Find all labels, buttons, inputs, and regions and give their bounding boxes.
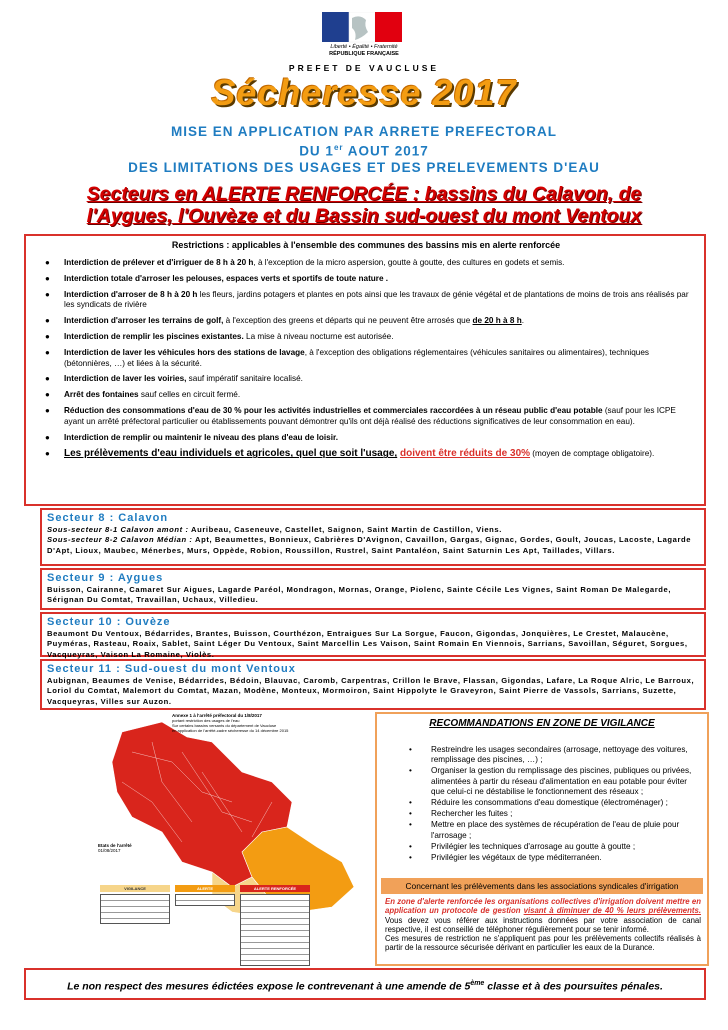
sector-9-box (40, 568, 706, 610)
legend-table-alerte-renforcee (240, 894, 310, 966)
bullet-icon: ● (45, 374, 50, 384)
sector-11-box (40, 659, 706, 710)
sector-9-text: Buisson, Cairanne, Camaret Sur Aigues, Lagarde Paréol, Mondragon, Mornas, Orange, Piolenc, Sainte Cécile Les Vignes, Saint Roman De Malegarde, Sérignan Du Comtat, Travaillan, Uchaux, Villedieu. (47, 585, 672, 605)
bullet-icon: ● (45, 449, 50, 459)
bullet-icon: ● (45, 390, 50, 400)
restriction-item: ● Interdiction de remplir les piscines existantes. La mise à niveau nocturne est autorisée. (45, 331, 394, 341)
restriction-item: ● Interdiction de remplir ou maintenir le niveau des plans d'eau de loisir. (45, 432, 339, 442)
restriction-item: ● Interdiction d'arroser les terrains de golf, à l'exception des greens et départs qui ne peuvent être arrosés que de 20 h à 8 h. (45, 316, 524, 326)
subtitle-line-3: DES LIMITATIONS DES USAGES ET DES PRELEVEMENTS D'EAU (128, 159, 600, 175)
subtitle-line-2: DU 1er AOUT 2017 (299, 143, 429, 159)
motto: Liberté • Égalité • Fraternité (330, 44, 398, 50)
restrictions-heading: Restrictions : applicables à l'ensemble des communes des bassins mis en alerte renforcée (171, 240, 561, 250)
bullet-icon: ● (45, 316, 50, 326)
recommendation-item: • Restreindre les usages secondaires (arrosage, nettoyage des voitures, remplissage des piscines, …) ; (409, 745, 688, 765)
bullet-icon: • (409, 798, 412, 808)
bullet-icon: • (409, 820, 412, 830)
irrigation-bar: Concernant les prélèvements dans les associations syndicales d'irrigation (381, 878, 703, 894)
restriction-item-withdrawals: ● Les prélèvements d'eau individuels et agricoles, quel que soit l'usage, doivent être réduits de 30% (moyen de comptage obligatoire). (45, 448, 655, 460)
restrictions-list (40, 258, 692, 459)
restriction-item: ● Interdiction de laver les véhicules hors des stations de lavage, à l'exception des obligations réglementaires (véhicules sanitaires ou alimentaires), techniques (bétonnières, …) et liées à la sécurité. (45, 347, 649, 368)
subtitle-line-1: MISE EN APPLICATION PAR ARRETE PREFECTORAL (170, 124, 558, 139)
restriction-item: ● Interdiction totale d'arroser les pelouses, espaces verts et sportifs de toute nature . (45, 273, 389, 283)
sector-8-box (40, 508, 706, 566)
recommendations-title: RECOMMANDATIONS EN ZONE DE VIGILANCE (429, 718, 655, 729)
bullet-icon: • (409, 766, 412, 776)
bullet-icon: ● (45, 289, 50, 299)
restriction-item: ● Réduction des consommations d'eau de 30 % pour les activités industrielles et commerciales raccordées à un réseau public d'eau potable (sauf pour les ICPE ayant un arrêté préfectoral particulier ou établissements pouvant démontrer qu'ils ont déjà réalisé des réductions significatives de leur consommation en eau). (45, 405, 676, 426)
bullet-icon: ● (45, 331, 50, 341)
sector-8-text: Sous-secteur 8-1 Calavon amont : Auribeau, Caseneuve, Castellet, Saignon, Saint Martin de Castillon, Viens. Sous-secteur 8-2 Calavon Médian : Apt, Beaumettes, Bonnieux, Cabrières D'Avignon, Cavaillon, Gargas, Gignac, Gordes, Goult, Joucas, Lacoste, Lagarde D'Apt, Lioux, Maubec, Ménerbes, Murs, Oppède, Robion, Roussillon, Rustrel, Saint Pantaléon, Saint Saturnin Les Apt, Taillades, Villars. (47, 525, 692, 555)
page-title: Sécheresse 2017 (211, 72, 517, 113)
legend-table-vigilance (100, 894, 170, 924)
legend-alerte-renforcee: ALERTE RENFORCÉE (240, 885, 310, 892)
sector-8-title: Secteur 8 : Calavon (47, 512, 169, 524)
alert-sectors-title: Secteurs en ALERTE RENFORCÉE : bassins du Calavon, de l'Aygues, l'Ouvèze et du Bassin sud-ouest du mont Ventoux (86, 183, 642, 227)
map-annex-note: Annexe 1 à l'arrêté préfectoral du 1/8/2017 portant restriction des usages de l'eau Sur certains bassins versants du département de Vaucluse en application de l'arrêté-cadre sécheresse du 14 décembre 2015 (172, 713, 289, 733)
bullet-icon: ● (45, 258, 50, 267)
legend-table-alerte (175, 894, 235, 906)
prefet-label: PREFET DE VAUCLUSE (288, 63, 440, 73)
subtitle-block (0, 124, 728, 176)
bullet-icon: • (409, 841, 412, 851)
logo-caption (300, 44, 428, 58)
bullet-icon: • (409, 809, 412, 819)
irrigation-text: En zone d'alerte renforcée les organisations collectives d'irrigation doivent mettre en application un protocole de gestion visant à diminuer de 40 % leurs prélèvements. Vous devez vous référer aux instructions données par votre association de canal respective, il est conseillé de téléphoner régulièrement pour se tenir informé. Ces mesures de restriction ne s'appliquent pas pour les prélèvements collectifs réalisés à partir de la ressource sécurisée dérivant en particulier les eaux de la Durance. (385, 897, 701, 953)
restriction-item: ● Interdiction d'arroser de 8 h à 20 h les fleurs, jardins potagers et plantes en pots ainsi que les travaux de génie végétal et de plantations de moins de trois ans réalisés par les syndicats de rivière (45, 289, 689, 310)
map-legend-label: Etats de l'arrêté 01/08/2017 (98, 843, 132, 853)
recommendation-item: • Privilégier les techniques d'arrosage au goutte à goutte ; (409, 841, 636, 851)
recommendation-item: • Rechercher les fuites ; (409, 809, 513, 819)
restriction-item: ● Interdiction de laver les voiries, sauf impératif sanitaire localisé. (45, 374, 303, 384)
legend-alerte: ALERTE (175, 885, 235, 892)
sector-9-title: Secteur 9 : Aygues (47, 572, 164, 584)
bullet-icon: ● (45, 273, 50, 283)
recommendation-item: • Réduire les consommations d'eau domestique (électroménager) ; (409, 798, 668, 808)
bullet-icon: ● (45, 432, 50, 442)
bullet-icon: • (409, 853, 412, 863)
restrictions-box (24, 234, 706, 506)
penalty-footer: Le non respect des mesures édictées expose le contrevenant à une amende de 5ème classe et à des poursuites pénales. (24, 968, 706, 1000)
sector-10-text: Beaumont Du Ventoux, Bédarrides, Brantes, Buisson, Courthézon, Entraigues Sur La Sorgue, Faucon, Gigondas, Jonquières, Le Crestet, Malaucène, Puyméras, Rasteau, Roaix, Sablet, Saint Léger Du Ventoux, Saint Marcellin Les Vaison, Saint Romain En Viennois, Sarrians, Savoillan, Séguret, Sorgues, Vacqueyras, Vaison La Romaine, Violès. (47, 629, 688, 659)
sector-11-title: Secteur 11 : Sud-ouest du mont Ventoux (47, 663, 296, 675)
sector-10-title: Secteur 10 : Ouvèze (47, 616, 171, 628)
recommendations-box (375, 712, 709, 966)
restriction-item: ● Arrêt des fontaines sauf celles en circuit fermé. (45, 390, 241, 400)
bullet-icon: ● (45, 405, 50, 415)
restriction-item: ● Interdiction de prélever et d'irriguer de 8 h à 20 h, à l'exception de la micro aspersion, goutte à goutte, des cultures en godets et semis. (45, 258, 565, 267)
bullet-icon: • (409, 745, 412, 754)
sector-11-text: Aubignan, Beaumes de Venise, Bédarrides, Bédoin, Blauvac, Caromb, Carpentras, Crillon le Brave, Flassan, Gigondas, Lafare, La Roque Alric, Le Barroux, Loriol du Comtat, Malemort du Comtat, Mazan, Modène, Monteux, Mormoiron, Saint Hippolyte le Graveyron, Saint Pierre de Vassols, Sarrians, Suzette, Vacqueyras, Villes sur Auzon. (47, 676, 695, 706)
recommendation-item: • Organiser la gestion du remplissage des piscines, publiques ou privées, alimentées à partir du réseau d'alimentation en eau potable pour éviter que celui-ci ne déstabilise le fonctionnement des réseaux ; (409, 766, 692, 796)
bullet-icon: ● (45, 347, 50, 357)
recommendation-item: • Mettre en place des systèmes de récupération de l'eau de pluie pour l'arrosage ; (409, 820, 680, 840)
map-sector-tables (100, 885, 370, 967)
sector-10-box (40, 612, 706, 657)
recommendation-item: • Privilégier les végétaux de type méditerranéen. (409, 853, 602, 863)
recommendations-list (403, 745, 693, 863)
republique-francaise: RÉPUBLIQUE FRANÇAISE (329, 51, 399, 57)
legend-vigilance: VIGILANCE (100, 885, 170, 892)
